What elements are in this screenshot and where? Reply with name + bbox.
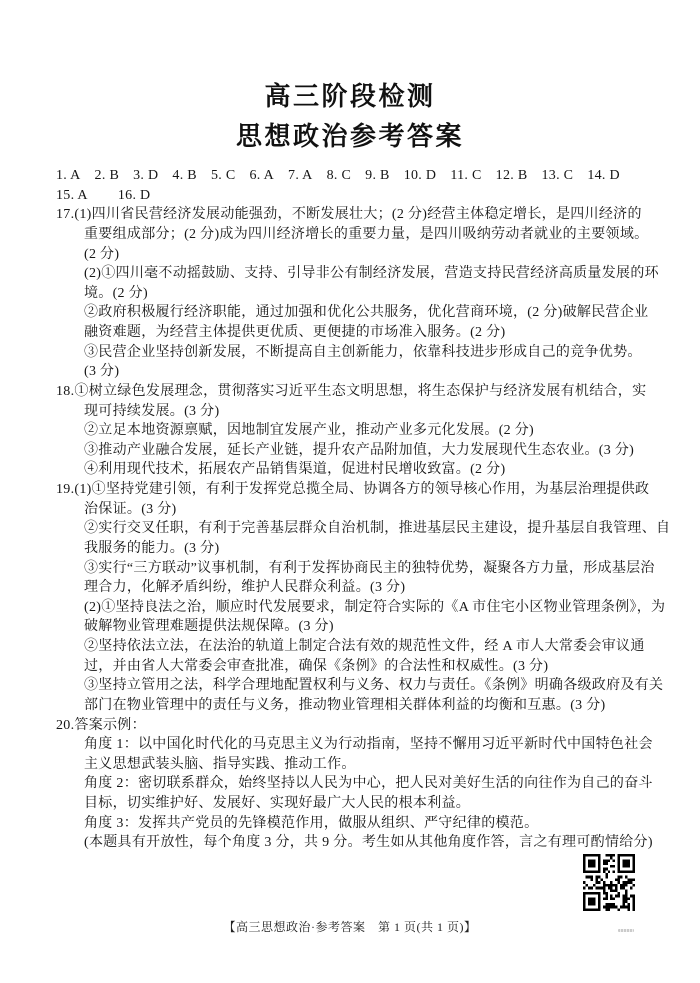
answer-line-13: ③推动产业融合发展，延长产业链，提升农产品附加值，大力发展现代生态农业。(3 分) xyxy=(84,442,635,458)
mc-answer-7: 7. A xyxy=(288,168,313,183)
mc-answers-row-2 xyxy=(56,186,660,206)
mc-answer-5: 5. C xyxy=(210,168,236,183)
answer-line-8: ③民营企业坚持创新发展，不断提高自主创新能力，依靠科技进步形成自己的竞争优势。 xyxy=(84,344,642,360)
answer-line-10: 18.①树立绿色发展理念，贯彻落实习近平生态文明思想，将生态保护与经济发展有机结合，实 xyxy=(56,383,647,399)
mc-answer-9: 9. B xyxy=(365,168,390,183)
answer-line-33: (本题具有开放性，每个角度 3 分，共 9 分。考生如从其他角度作答，言之有理可酌情给分) xyxy=(84,835,653,851)
answer-line-11: 现可持续发展。(3 分) xyxy=(84,403,220,419)
answer-line-22: 破解物业管理难题提供法规保障。(3 分) xyxy=(84,619,334,635)
answer-line-14: ④利用现代技术，拓展农产品销售渠道，促进村民增收致富。(2 分) xyxy=(84,462,506,478)
page-footer: 【高三思想政治·参考答案 第 1 页(共 1 页)】 xyxy=(223,920,477,934)
mc-answer-2: 2. B xyxy=(94,168,120,183)
document-title xyxy=(0,76,700,156)
mc-answer-4: 4. B xyxy=(172,168,197,183)
answer-line-23: ②坚持依法立法，在法治的轨道上制定合法有效的规范性文件，经 A 市人大常委会审议通 xyxy=(84,639,645,654)
answer-line-6: ②政府积极履行经济职能，通过加强和优化公共服务，优化营商环境，(2 分)破解民营企业 xyxy=(84,305,649,321)
mc-answer-6: 6. A xyxy=(249,168,275,183)
answer-line-28: 角度 1：以中国化时代化的马克思主义为行动指南，坚持不懈用习近平新时代中国特色社会 xyxy=(84,737,653,753)
mc-answer-8: 8. C xyxy=(326,168,352,183)
mc-answer-10: 10. D xyxy=(403,168,437,183)
qr-code xyxy=(583,854,635,911)
answer-line-24: 过，并由省人大常委会审查批准，确保《条例》的合法性和权威性。(3 分) xyxy=(84,658,549,674)
answer-line-29: 主义思想武装头脑、指导实践、推动工作。 xyxy=(84,756,356,772)
answer-line-27: 20.答案示例： xyxy=(56,717,146,733)
answer-line-5: 境。(2 分) xyxy=(84,285,148,301)
mc-answer-15: 15. A xyxy=(56,187,88,203)
answer-line-12: ②立足本地资源禀赋，因地制宜发展产业，推动产业多元化发展。(2 分) xyxy=(84,423,535,439)
answer-line-3: (2 分) xyxy=(84,246,120,262)
answer-line-7: 融资难题，为经营主体提供更优质、更便捷的市场准入服务。(2 分) xyxy=(84,325,506,340)
mc-answer-14: 14. D xyxy=(587,168,620,183)
mc-answer-12: 12. B xyxy=(495,168,528,183)
answer-line-2: 重要组成部分；(2 分)成为四川经济增长的重要力量，是四川吸纳劳动者就业的主要领域。 xyxy=(84,226,649,242)
answer-line-1: 17.(1)四川省民营经济发展动能强劲，不断发展壮大；(2 分)经营主体稳定增长，是四川经济的 xyxy=(56,207,642,223)
title-line-1: 高三阶段检测 xyxy=(264,81,436,111)
title-line-2: 思想政治参考答案 xyxy=(235,121,464,151)
mc-answers-row-1 xyxy=(56,166,660,186)
mc-answer-1: 1. A xyxy=(56,168,81,183)
answer-line-20: 理合力，化解矛盾纠纷，维护人民群众利益。(3 分) xyxy=(84,580,406,596)
answer-line-15: 19.(1)①坚持党建引领，有利于发挥党总揽全局、协调各方的领导核心作用，为基层治理提供政 xyxy=(56,482,650,497)
mc-answer-11: 11. C xyxy=(450,168,482,183)
answer-line-19: ③实行“三方联动”议事机制，有利于发挥协商民主的独特优势，凝聚各方力量，形成基层治 xyxy=(84,560,655,576)
answer-line-26: 部门在物业管理中的责任与义务，推动物业管理相关群体利益的均衡和互惠。(3 分) xyxy=(84,697,606,713)
answer-line-31: 目标，切实维护好、发展好、实现好最广大人民的根本利益。 xyxy=(84,796,471,811)
answer-body xyxy=(56,166,671,853)
answer-line-16: 治保证。(3 分) xyxy=(84,501,177,517)
mc-answer-13: 13. C xyxy=(541,168,574,183)
answer-line-18: 我服务的能力。(3 分) xyxy=(84,540,220,556)
answer-line-32: 角度 3：发挥共产党员的先锋模范作用，做服从组织、严守纪律的模范。 xyxy=(84,815,539,831)
mc-answer-16: 16. D xyxy=(117,187,151,203)
answer-line-21: (2)①坚持良法之治，顺应时代发展要求，制定符合实际的《A 市住宅小区物业管理条例》，为 xyxy=(84,599,666,615)
mc-answer-3: 3. D xyxy=(133,168,159,183)
answer-line-25: ③坚持立管用之法，科学合理地配置权利与义务、权力与责任。《条例》明确各级政府及有关 xyxy=(84,678,664,694)
answer-line-30: 角度 2：密切联系群众，始终坚持以人民为中心，把人民对美好生活的向往作为自己的奋斗 xyxy=(84,776,653,792)
answer-line-9: (3 分) xyxy=(84,364,120,380)
answer-line-4: (2)①四川毫不动摇鼓励、支持、引导非公有制经济发展，营造支持民营经济高质量发展的环 xyxy=(84,266,659,282)
answer-line-17: ②实行交叉任职，有利于完善基层群众自治机制，推进基层民主建设，提升基层自我管理、自 xyxy=(84,521,671,537)
